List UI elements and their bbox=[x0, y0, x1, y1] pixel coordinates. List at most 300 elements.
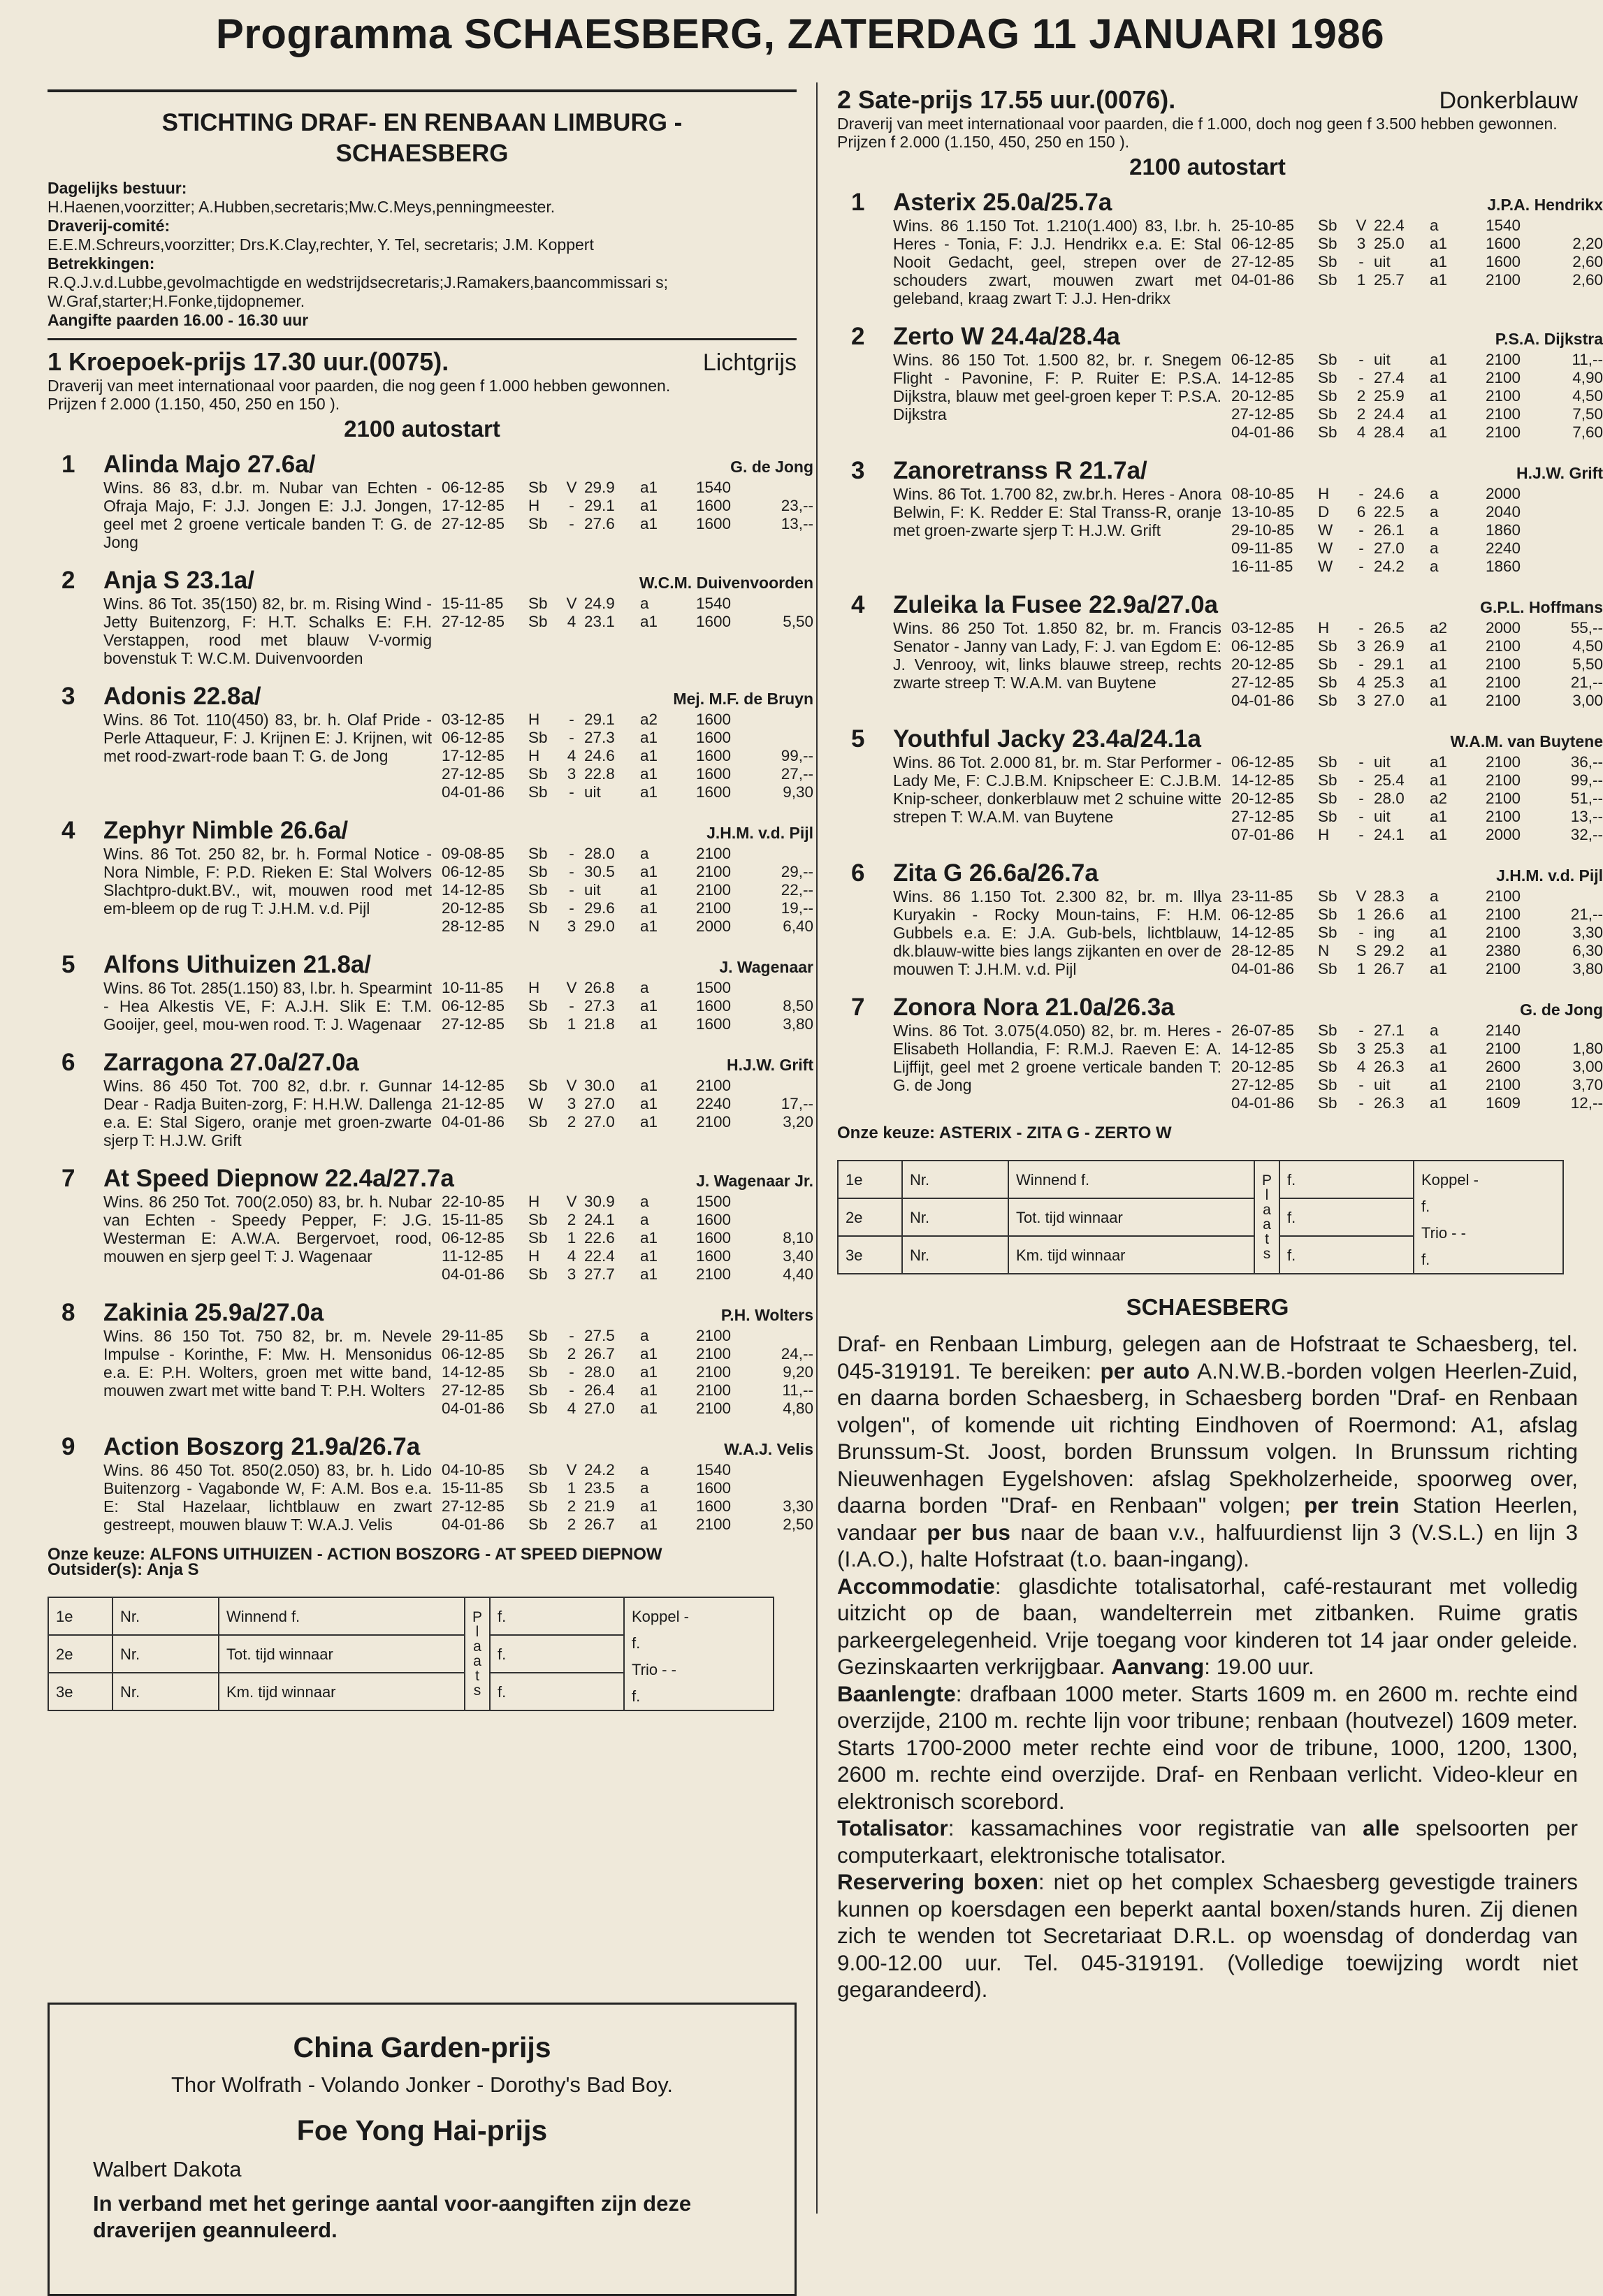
result-table-cell: 3e bbox=[48, 1673, 113, 1710]
result-cell: 22.8 bbox=[584, 765, 615, 783]
result-cell: Sb bbox=[528, 1113, 548, 1131]
result-cell: 27-12-85 bbox=[442, 1381, 505, 1399]
result-cell: 55,-- bbox=[1570, 619, 1603, 637]
result-cell: Sb bbox=[1318, 771, 1337, 789]
result-cell: 4 bbox=[567, 1400, 576, 1417]
result-cell: 1 bbox=[1356, 960, 1366, 978]
betrekkingen-text: R.Q.J.v.d.Lubbe,gevolmachtigde en wedstrijdsecretaris;J.Ramakers,baancommissari s; W.Graf,starter;H.Fonke,tijdopnemer. bbox=[48, 273, 668, 310]
result-cell: 04-01-86 bbox=[442, 1113, 505, 1131]
result-cell: 2100 bbox=[1486, 960, 1521, 978]
result-cell: 28.0 bbox=[584, 845, 615, 862]
result-cell: 3,30 bbox=[783, 1497, 813, 1515]
race-conditions: Draverij van meet internationaal voor paarden, die f 1.000, doch nog geen f 3.500 hebben gewonnen. bbox=[837, 115, 1558, 133]
horse-results bbox=[442, 1461, 813, 1534]
result-cell bbox=[757, 1193, 813, 1211]
koppel-amount: f. bbox=[632, 1634, 641, 1652]
result-cell: 25-10-85 bbox=[1231, 217, 1295, 234]
result-cell: Sb bbox=[528, 1516, 548, 1533]
horse-header bbox=[103, 951, 813, 979]
result-cell: 24.9 bbox=[584, 595, 615, 612]
result-cell: 1600 bbox=[1486, 253, 1521, 270]
result-cell: a1 bbox=[1430, 405, 1448, 423]
horse-name: Youthful Jacky 23.4a/24.1a bbox=[893, 725, 1201, 753]
result-cell: 2100 bbox=[1486, 351, 1521, 368]
race-color: Lichtgrijs bbox=[702, 349, 797, 376]
result-cell: - bbox=[1358, 521, 1364, 539]
result-line bbox=[1231, 485, 1603, 503]
result-table-cell: 1e bbox=[838, 1161, 902, 1198]
result-cell: a1 bbox=[1430, 753, 1448, 771]
horse-number: 5 bbox=[851, 725, 865, 753]
result-cell: 2100 bbox=[696, 1516, 732, 1533]
result-cell: 2100 bbox=[696, 1345, 732, 1363]
result-table-row bbox=[48, 1597, 774, 1635]
result-cell: 4,40 bbox=[783, 1265, 813, 1283]
horse-body bbox=[103, 1433, 813, 1534]
horse-name: Asterix 25.0a/25.7a bbox=[893, 189, 1112, 216]
horse-header bbox=[893, 725, 1603, 753]
result-cell: V bbox=[1356, 217, 1367, 234]
result-cell: a1 bbox=[1430, 942, 1448, 959]
result-cell: W bbox=[1318, 521, 1333, 539]
race-title: 2 Sate-prijs 17.55 uur.(0076). bbox=[837, 85, 1176, 114]
result-cell: Sb bbox=[528, 1479, 548, 1497]
result-cell: Sb bbox=[528, 863, 548, 880]
result-cell: Sb bbox=[1318, 637, 1337, 655]
result-cell: uit bbox=[584, 783, 601, 801]
result-cell: 11-12-85 bbox=[442, 1247, 504, 1265]
result-cell: 25.9 bbox=[1374, 387, 1405, 405]
result-cell: Sb bbox=[1318, 692, 1337, 709]
result-cell: 1600 bbox=[696, 1479, 732, 1497]
result-cell: 13,-- bbox=[1570, 808, 1603, 825]
horse-entry bbox=[837, 725, 1603, 844]
result-cell: Sb bbox=[1318, 1022, 1337, 1039]
amount-cell: f. bbox=[490, 1673, 624, 1710]
result-cell: a1 bbox=[640, 863, 658, 880]
horse-results bbox=[442, 845, 813, 936]
column-divider bbox=[816, 82, 818, 2214]
result-cell: a bbox=[1430, 1022, 1439, 1039]
result-cell: 14-12-85 bbox=[442, 881, 505, 899]
horse-trainer: J.P.A. Hendrikx bbox=[1487, 196, 1603, 214]
result-cell: 2 bbox=[1356, 405, 1366, 423]
result-table-cell: Nr. bbox=[902, 1236, 1008, 1274]
result-line bbox=[442, 783, 813, 801]
horse-description: Wins. 86 Tot. 110(450) 83, br. h. Olaf Pride - Perle Attaqueur, F: J. Krijnen E: J. Krijnen, wit met rood-zwart-rode baan T: G. de Jong bbox=[103, 711, 432, 765]
result-cell: 29.6 bbox=[584, 899, 615, 917]
result-cell: 06-12-85 bbox=[1231, 637, 1295, 655]
result-line bbox=[1231, 753, 1603, 771]
result-cell: 3,70 bbox=[1572, 1076, 1603, 1093]
result-cell: - bbox=[569, 845, 574, 862]
result-cell: 04-01-86 bbox=[1231, 1094, 1295, 1112]
result-cell: ing bbox=[1374, 924, 1395, 941]
horse-body bbox=[103, 1299, 813, 1418]
result-cell: H bbox=[528, 1193, 540, 1210]
plaats-letter: a bbox=[473, 1653, 481, 1669]
result-cell: V bbox=[566, 595, 577, 612]
result-cell: V bbox=[566, 1461, 577, 1478]
result-cell: Sb bbox=[1318, 906, 1337, 923]
result-table-cell: Winnend f. bbox=[219, 1597, 465, 1635]
horse-header bbox=[103, 817, 813, 845]
result-cell bbox=[757, 595, 813, 613]
result-cell: 29.0 bbox=[584, 917, 615, 935]
result-cell: 1 bbox=[1356, 906, 1366, 923]
result-cell: 29-11-85 bbox=[442, 1327, 504, 1344]
result-cell: - bbox=[569, 497, 574, 514]
horse-details bbox=[103, 979, 813, 1033]
result-cell: 28.0 bbox=[1374, 790, 1405, 807]
result-cell: - bbox=[1358, 1076, 1364, 1093]
result-line bbox=[1231, 1058, 1603, 1076]
result-cell: a1 bbox=[1430, 960, 1448, 978]
horse-entry bbox=[48, 1433, 813, 1534]
result-line bbox=[1231, 503, 1603, 521]
result-cell: 1,80 bbox=[1572, 1040, 1603, 1057]
result-cell: a1 bbox=[1430, 369, 1448, 386]
result-cell: - bbox=[1358, 369, 1364, 386]
horse-body bbox=[103, 951, 813, 1033]
result-cell: uit bbox=[1374, 753, 1391, 771]
result-cell: V bbox=[566, 479, 577, 496]
result-cell: D bbox=[1318, 503, 1330, 521]
result-cell: 29.2 bbox=[1374, 942, 1405, 959]
horse-trainer: P.H. Wolters bbox=[720, 1306, 813, 1324]
result-cell: a1 bbox=[640, 1363, 658, 1381]
horse-trainer: H.J.W. Grift bbox=[1516, 464, 1603, 482]
result-cell: 3,30 bbox=[1572, 924, 1603, 941]
horse-results bbox=[1231, 619, 1603, 710]
result-cell: 27.7 bbox=[584, 1265, 615, 1283]
result-line bbox=[442, 1516, 813, 1534]
result-cell: 09-08-85 bbox=[442, 845, 505, 862]
horse-description: Wins. 86 83, d.br. m. Nubar van Echten - Ofraja Majo, F: J.J. Jongen E: J.J. Jongen, geel met 2 groene verticale banden T: G. de Jong bbox=[103, 479, 432, 551]
result-table-cell: Winnend f. bbox=[1008, 1161, 1254, 1198]
horse-entry bbox=[837, 323, 1603, 442]
result-cell: 23.1 bbox=[584, 613, 615, 630]
result-cell: 2380 bbox=[1486, 942, 1521, 959]
result-cell: a bbox=[1430, 521, 1439, 539]
amount-cell: f. bbox=[1279, 1198, 1414, 1236]
horse-results bbox=[442, 711, 813, 801]
result-cell: - bbox=[1358, 485, 1364, 502]
horse-name: Zuleika la Fusee 22.9a/27.0a bbox=[893, 591, 1219, 618]
horse-results bbox=[442, 595, 813, 667]
horse-body bbox=[893, 323, 1603, 442]
result-cell: Sb bbox=[528, 729, 548, 746]
result-table-cell: 1e bbox=[48, 1597, 113, 1635]
result-cell: 27.0 bbox=[584, 1400, 615, 1417]
result-cell: a1 bbox=[640, 1265, 658, 1283]
result-cell: a1 bbox=[640, 1095, 658, 1112]
horse-description: Wins. 86 150 Tot. 750 82, br. m. Nevele Impulse - Korinthe, F: Mw. H. Mensonidus e.a. E: P.H. Wolters, groen met witte band, mouwen zwart met witte band T: P.H. Wolters bbox=[103, 1327, 432, 1400]
result-cell: 30.5 bbox=[584, 863, 615, 880]
result-cell: H bbox=[528, 747, 540, 764]
result-cell: 1600 bbox=[696, 711, 732, 728]
result-cell: 20-12-85 bbox=[1231, 790, 1295, 807]
horse-body bbox=[103, 1049, 813, 1149]
result-cell: uit bbox=[1374, 1076, 1391, 1093]
result-cell: 2100 bbox=[1486, 790, 1521, 807]
result-cell: N bbox=[528, 917, 540, 935]
horse-description: Wins. 86 250 Tot. 700(2.050) 83, br. h. Nubar van Echten - Speedy Pepper, F: J.G. Westerman E: A.W.A. Bergervoet, rood, mouwen en sjerp geel T: J. Wagenaar bbox=[103, 1193, 432, 1265]
result-cell: Sb bbox=[1318, 674, 1337, 691]
result-cell: 26.7 bbox=[1374, 960, 1405, 978]
result-cell: 25.7 bbox=[1374, 271, 1405, 289]
result-cell: 3,00 bbox=[1572, 692, 1603, 709]
result-cell: 22,-- bbox=[781, 881, 813, 899]
result-cell: a2 bbox=[1430, 790, 1448, 807]
result-cell: Sb bbox=[528, 1229, 548, 1247]
result-cell: 06-12-85 bbox=[1231, 235, 1295, 252]
result-cell: 2600 bbox=[1486, 1058, 1521, 1075]
horse-body bbox=[103, 683, 813, 801]
result-cell: Sb bbox=[528, 783, 548, 801]
result-cell: 2140 bbox=[1486, 1022, 1521, 1039]
result-cell: - bbox=[569, 783, 574, 801]
result-cell: 3,80 bbox=[783, 1015, 813, 1033]
result-cell: a1 bbox=[640, 1247, 658, 1265]
aangifte-text: Aangifte paarden 16.00 - 16.30 uur bbox=[48, 311, 309, 329]
result-cell: 24.1 bbox=[584, 1211, 615, 1228]
result-cell: a bbox=[1430, 485, 1439, 502]
result-cell: 13-10-85 bbox=[1231, 503, 1295, 521]
horse-description: Wins. 86 Tot. 3.075(4.050) 82, br. m. Heres - Elisabeth Hollandia, F: R.M.J. Raeven E: A. Lijffijt, geel met 2 groene verticale banden T: G. de Jong bbox=[893, 1022, 1221, 1094]
result-cell: 24.2 bbox=[1374, 558, 1405, 575]
result-cell: 2000 bbox=[1486, 826, 1521, 843]
result-cell: a bbox=[640, 1327, 649, 1344]
result-cell: 2000 bbox=[696, 917, 732, 935]
our-choice: Onze keuze: ASTERIX - ZITA G - ZERTO W bbox=[837, 1124, 1172, 1142]
result-line bbox=[1231, 619, 1603, 637]
horse-details bbox=[893, 1022, 1603, 1112]
result-cell: 1540 bbox=[696, 595, 732, 612]
result-line bbox=[442, 1095, 813, 1113]
race-color: Donkerblauw bbox=[1439, 87, 1578, 114]
result-cell: V bbox=[566, 1193, 577, 1210]
result-cell bbox=[757, 1077, 813, 1095]
result-cell bbox=[757, 979, 813, 997]
result-line bbox=[442, 1229, 813, 1247]
result-cell: 2100 bbox=[1486, 753, 1521, 771]
result-cell: a bbox=[640, 1211, 649, 1228]
result-cell: 20-12-85 bbox=[1231, 387, 1295, 405]
result-cell: a bbox=[1430, 887, 1439, 905]
horse-body bbox=[103, 451, 813, 551]
result-cell: 1 bbox=[567, 1229, 576, 1247]
result-table-cell: 2e bbox=[48, 1635, 113, 1673]
result-cell: a1 bbox=[640, 497, 658, 514]
horse-header bbox=[893, 457, 1603, 485]
result-cell: 2100 bbox=[1486, 1076, 1521, 1093]
result-cell: Sb bbox=[1318, 1058, 1337, 1075]
result-cell: a1 bbox=[640, 917, 658, 935]
result-cell: 2100 bbox=[696, 863, 732, 880]
horse-number: 1 bbox=[851, 189, 865, 216]
result-cell bbox=[757, 711, 813, 729]
result-cell: 6,40 bbox=[783, 917, 813, 935]
result-cell bbox=[1547, 558, 1603, 576]
result-line bbox=[442, 1363, 813, 1381]
horse-header bbox=[893, 859, 1603, 887]
result-cell: 2100 bbox=[696, 899, 732, 917]
result-cell: 23.5 bbox=[584, 1479, 615, 1497]
result-cell: 29.9 bbox=[584, 479, 615, 496]
result-cell: 1860 bbox=[1486, 521, 1521, 539]
result-cell bbox=[1547, 1022, 1603, 1040]
horse-details bbox=[103, 1461, 813, 1534]
result-cell: 9,20 bbox=[783, 1363, 813, 1381]
result-cell: Sb bbox=[1318, 369, 1337, 386]
result-line bbox=[1231, 271, 1603, 289]
result-cell bbox=[1547, 521, 1603, 539]
result-cell: H bbox=[528, 497, 540, 514]
plaats-letter: a bbox=[1263, 1202, 1271, 1218]
result-cell: 2100 bbox=[1486, 405, 1521, 423]
result-cell: 7,50 bbox=[1572, 405, 1603, 423]
result-cell: a1 bbox=[1430, 655, 1448, 673]
result-cell: 99,-- bbox=[1570, 771, 1603, 789]
result-cell: 2100 bbox=[1486, 808, 1521, 825]
result-cell: a1 bbox=[640, 765, 658, 783]
result-cell: Sb bbox=[528, 1497, 548, 1515]
result-cell: a1 bbox=[1430, 808, 1448, 825]
koppel-trio-cell bbox=[624, 1597, 774, 1710]
horse-name: Zarragona 27.0a/27.0a bbox=[103, 1049, 359, 1076]
page-title: Programma SCHAESBERG, ZATERDAG 11 JANUARI 1986 bbox=[215, 10, 1385, 57]
result-cell: - bbox=[569, 863, 574, 880]
result-cell: 29.1 bbox=[1374, 655, 1405, 673]
result-cell: 2 bbox=[567, 1345, 576, 1363]
result-cell: a1 bbox=[640, 1497, 658, 1515]
result-cell: 04-01-86 bbox=[1231, 692, 1295, 709]
result-line bbox=[1231, 826, 1603, 844]
result-cell: a bbox=[1430, 503, 1439, 521]
result-cell: 1600 bbox=[696, 765, 732, 783]
result-cell: 2,50 bbox=[783, 1516, 813, 1533]
result-cell: 3 bbox=[567, 1095, 576, 1112]
result-cell: 21,-- bbox=[1570, 906, 1603, 923]
result-line bbox=[442, 845, 813, 863]
horse-results bbox=[442, 979, 813, 1033]
horse-body bbox=[103, 817, 813, 936]
result-cell: Sb bbox=[528, 1327, 548, 1344]
cancelled-races-box bbox=[48, 2003, 797, 2296]
result-cell: Sb bbox=[528, 899, 548, 917]
result-cell: 04-01-86 bbox=[442, 1265, 505, 1283]
result-cell: 2,20 bbox=[1572, 235, 1603, 252]
horse-header bbox=[893, 323, 1603, 351]
result-cell: 21.8 bbox=[584, 1015, 615, 1033]
horse-header bbox=[893, 189, 1603, 217]
result-line bbox=[442, 613, 813, 631]
race-2 bbox=[837, 85, 1603, 1274]
result-cell: 29-10-85 bbox=[1231, 521, 1295, 539]
our-choice: Onze keuze: ALFONS UITHUIZEN - ACTION BOSZORG - AT SPEED DIEPNOW bbox=[48, 1545, 662, 1564]
result-cell: - bbox=[569, 1381, 574, 1399]
result-line bbox=[1231, 253, 1603, 271]
result-cell: 27-12-85 bbox=[1231, 674, 1295, 691]
horse-trainer: J.H.M. v.d. Pijl bbox=[706, 824, 813, 842]
horse-header bbox=[103, 451, 813, 479]
association-title: STICHTING DRAF- EN RENBAAN LIMBURG - SCHAESBERG bbox=[161, 109, 683, 167]
result-cell: 21,-- bbox=[1570, 674, 1603, 691]
result-cell: 14-12-85 bbox=[442, 1363, 505, 1381]
result-cell: 24.2 bbox=[584, 1461, 615, 1478]
result-cell: 2100 bbox=[1486, 271, 1521, 289]
result-cell: 20-12-85 bbox=[1231, 655, 1295, 673]
result-cell: 06-12-85 bbox=[442, 479, 505, 496]
result-cell: 27-12-85 bbox=[1231, 253, 1295, 270]
result-cell: 30.0 bbox=[584, 1077, 615, 1094]
horse-header bbox=[103, 1433, 813, 1461]
result-cell: 04-01-86 bbox=[442, 783, 505, 801]
result-cell: V bbox=[1356, 887, 1367, 905]
result-cell: 2 bbox=[567, 1211, 576, 1228]
result-cell: 1600 bbox=[696, 747, 732, 764]
result-cell: 1600 bbox=[696, 783, 732, 801]
result-cell: 14-12-85 bbox=[442, 1077, 505, 1094]
result-cell: 06-12-85 bbox=[442, 863, 505, 880]
result-cell: 2 bbox=[567, 1516, 576, 1533]
result-line bbox=[1231, 692, 1603, 710]
result-cell: a1 bbox=[1430, 1040, 1448, 1057]
result-cell: a bbox=[1430, 539, 1439, 557]
result-line bbox=[442, 1497, 813, 1516]
result-cell: 3 bbox=[567, 765, 576, 783]
result-cell: 5,50 bbox=[1572, 655, 1603, 673]
horse-description: Wins. 86 Tot. 2.000 81, br. m. Star Performer - Lady Me, F: C.J.B.M. Knipscheer E: C.J.B.M. Knip-scheer, donkerblauw met 2 schuine witte strepen T: W.A.M. van Buytene bbox=[893, 753, 1221, 826]
schaesberg-info: Draf- en Renbaan Limburg, gelegen aan de Hofstraat te Schaesberg, tel. 045-319191. Te bereiken: per auto A.N.W.B.-borden volgen Heerlen-Zuid, en daarna borden Schaesberg, in Schaesberg borden "Draf- en Renbaan volgen", of komende uit richting Eindhoven of Roermond: A1, afslag Brunssum-St. Joost, borden Brunssum volgen. In Brunssum richting Nieuwenhagen Eygelshoven: afslag Spekholzerheide, spoorweg over, daarna borden "Draf- en Renbaan" volgen; per trein Station Heerlen, vandaar per bus naar de baan v.v., halfuurdienst lijn 3 (V.S.L.) en lijn 3 (I.A.O.), halte Hofstraat (t.o. baan-ingang). Accommodatie: glasdichte totalisatorhal, café-restaurant met volledig uitzicht op de baan, wandelterrein met zitbanken. Ruime gratis parkeergelegenheid. Vrije toegang voor kinderen tot 14 jaar onder geleide. Gezinskaarten verkrijgbaar. Aanvang: 19.00 uur. Baanlengte: drafbaan 1000 meter. Starts 1609 m. en 2600 m. rechte eind overzijde, 2100 m. rechte lijn voor tribune; renbaan (houtvezel) 1609 meter. Starts 1700-2000 meter rechte eind voor de tribune, 1000, 1200, 1300, 2600 m. rechte eind overzijde. Draf- en Renbaan verlicht. Video-kleur en elektronisch scorebord. Totalisator: kassamachines voor registratie van alle spelsoorten per computerkaart, elektronische totalisator. Reservering boxen: niet op het complex Schaesberg gevestigde trainers kunnen op koersdagen een beperkt aantal boxen/stands huren. Zij dienen zich te wenden tot Secretariaat D.R.L. op woensdag of donderdag van 9.00-12.00 uur. Tel. 045-319191. (Volledige toewijzing wordt niet gegarandeerd). bbox=[837, 1331, 1579, 2002]
result-cell: 1500 bbox=[696, 1193, 732, 1210]
result-cell: Sb bbox=[1318, 1094, 1337, 1112]
result-cell: 17-12-85 bbox=[442, 497, 505, 514]
result-cell: 2100 bbox=[696, 1400, 732, 1417]
horse-entry bbox=[48, 951, 813, 1033]
horse-details bbox=[103, 711, 813, 801]
result-cell: 1 bbox=[567, 1479, 576, 1497]
result-cell: 1600 bbox=[696, 1015, 732, 1033]
result-line bbox=[1231, 387, 1603, 405]
result-cell: 04-01-86 bbox=[1231, 423, 1295, 441]
trio-label: Trio - - bbox=[1421, 1224, 1466, 1242]
result-line bbox=[442, 1211, 813, 1229]
horse-body bbox=[103, 567, 813, 667]
result-cell: 24.6 bbox=[584, 747, 615, 764]
result-cell: 1600 bbox=[696, 1229, 732, 1247]
result-cell: 26.1 bbox=[1374, 521, 1405, 539]
horse-body bbox=[103, 1165, 813, 1284]
result-cell: - bbox=[1358, 1094, 1364, 1112]
result-cell: 1860 bbox=[1486, 558, 1521, 575]
result-line bbox=[442, 1345, 813, 1363]
plaats-cell bbox=[465, 1597, 490, 1710]
result-line bbox=[442, 1381, 813, 1400]
result-cell: - bbox=[569, 729, 574, 746]
result-cell: 26.7 bbox=[584, 1516, 615, 1533]
result-line bbox=[442, 1461, 813, 1479]
result-line bbox=[442, 479, 813, 497]
horse-header bbox=[103, 1165, 813, 1193]
result-cell: 2100 bbox=[1486, 655, 1521, 673]
result-cell: 1 bbox=[1356, 271, 1366, 289]
result-cell: 4,90 bbox=[1572, 369, 1603, 386]
result-table bbox=[48, 1597, 774, 1711]
result-line bbox=[1231, 539, 1603, 558]
result-line bbox=[442, 1327, 813, 1345]
